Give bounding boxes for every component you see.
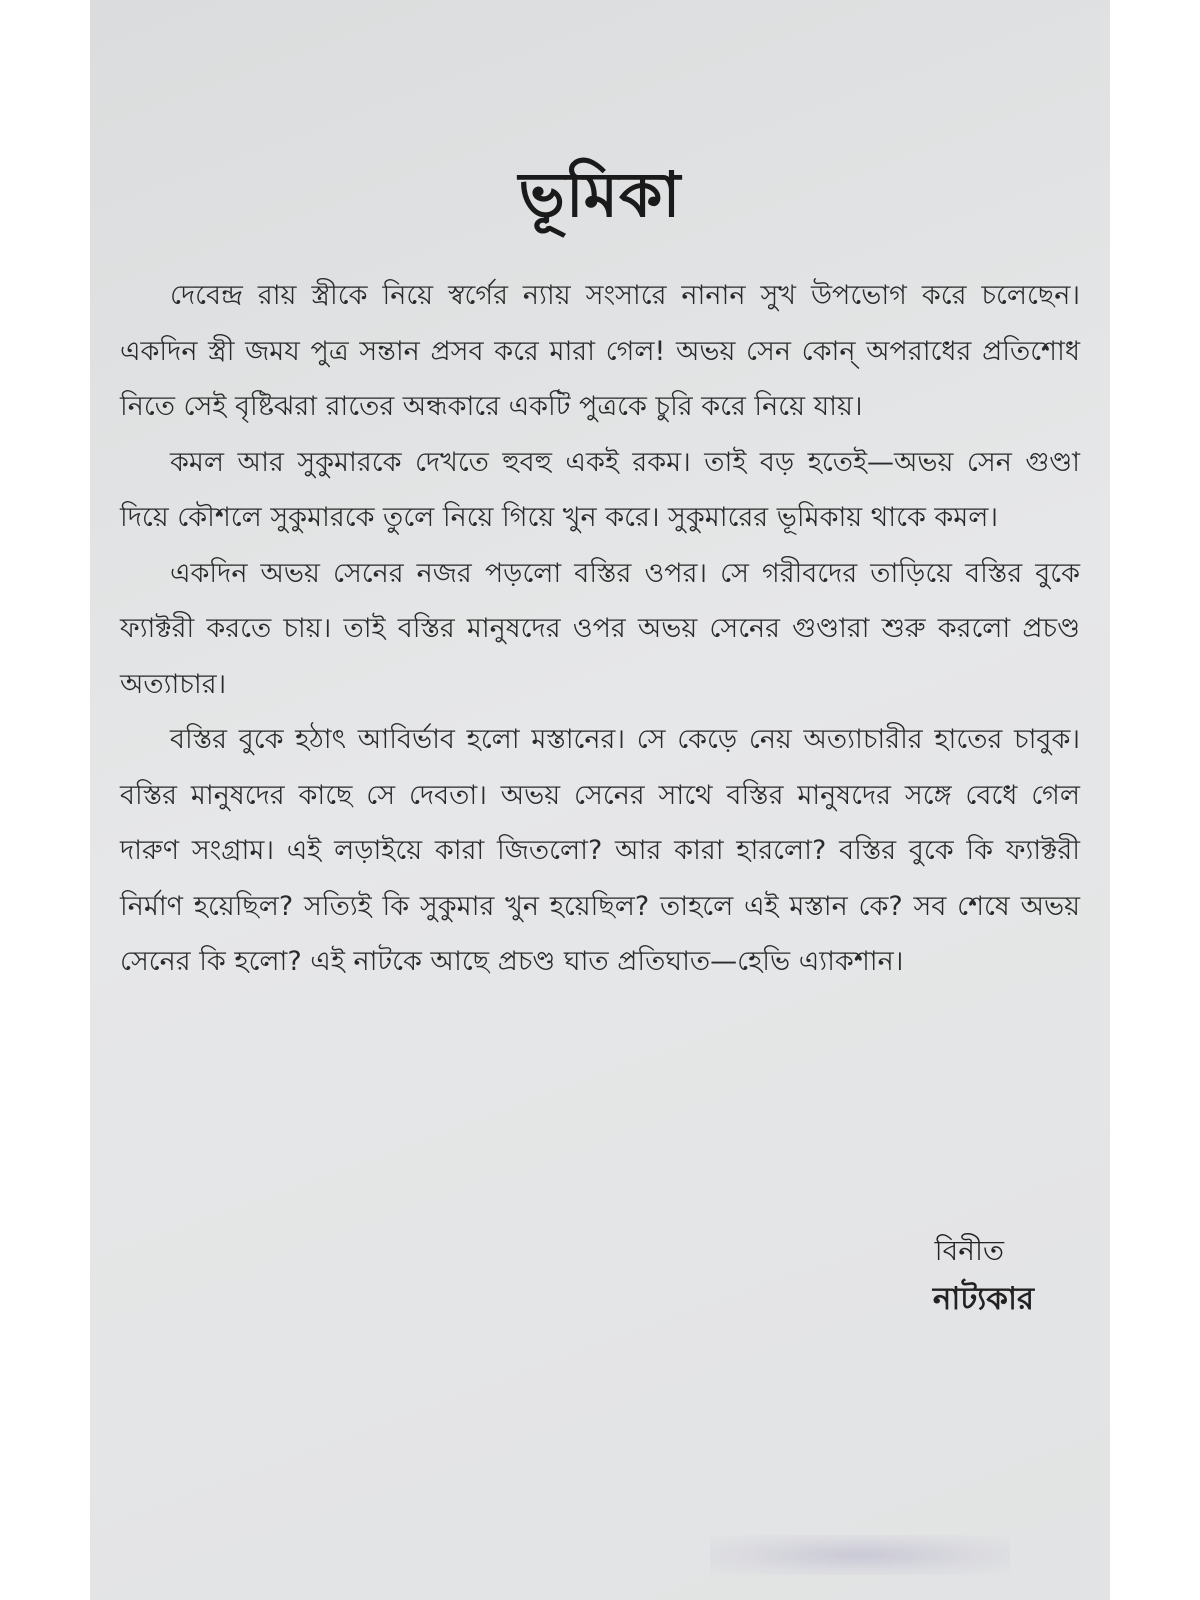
page-title: ভূমিকা — [518, 158, 682, 231]
preface-body — [120, 268, 1080, 990]
signoff-block — [932, 1228, 1034, 1324]
paragraph-1: দেবেন্দ্র রায় স্ত্রীকে নিয়ে স্বর্গের ন্যায় সংসারে নানান সুখ উপভোগ করে চলেছেন। একদিন স্ত্রী জময পুত্র সন্তান প্রসব করে মারা গেল! অভয় সেন কোন্ অপরাধের প্রতিশোধ নিতে সেই বৃষ্টিঝরা রাতের অন্ধকারে একটি পুত্রকে চুরি করে নিয়ে যায়। — [120, 280, 1080, 422]
paragraph-2: কমল আর সুকুমারকে দেখতে হুবহু একই রকম। তাই বড় হতেই—অভয় সেন গুণ্ডা দিয়ে কৌশলে সুকুমারকে তুলে নিয়ে গিয়ে খুন করে। সুকুমারের ভূমিকায় থাকে কমল। — [120, 446, 1080, 533]
author-signature: নাট্যকার — [932, 1281, 1034, 1317]
closing-word: বিনীত — [934, 1234, 1004, 1267]
paragraph-3: একদিন অভয় সেনের নজর পড়লো বস্তির ওপর। সে গরীবদের তাড়িয়ে বস্তির বুকে ফ্যাক্টরী করতে চায়। তাই বস্তির মানুষদের ওপর অভয় সেনের গুণ্ডারা শুরু করলো প্রচণ্ড অত্যাচার। — [120, 557, 1080, 700]
paragraph-4: বস্তির বুকে হঠাৎ আবির্ভাব হলো মস্তানের। সে কেড়ে নেয় অত্যাচারীর হাতের চাবুক। বস্তির মানুষদের কাছে সে দেবতা। অভয় সেনের সাথে বস্তির মানুষদের সঙ্গে বেধে গেল দারুণ সংগ্রাম। এই লড়াইয়ে কারা জিতলো? আর কারা হারলো? বস্তির বুকে কি ফ্যাক্টরী নির্মাণ হয়েছিল? সত্যিই কি সুকুমার খুন হয়েছিল? তাহলে এই মস্তান কে? সব শেষে অভয় সেনের কি হলো? এই নাটকে আছে প্রচণ্ড ঘাত প্রতিঘাত—হেভি এ্যাকশান। — [120, 724, 1080, 977]
faint-stamp-mark — [710, 1535, 1010, 1575]
book-page — [90, 0, 1110, 1600]
